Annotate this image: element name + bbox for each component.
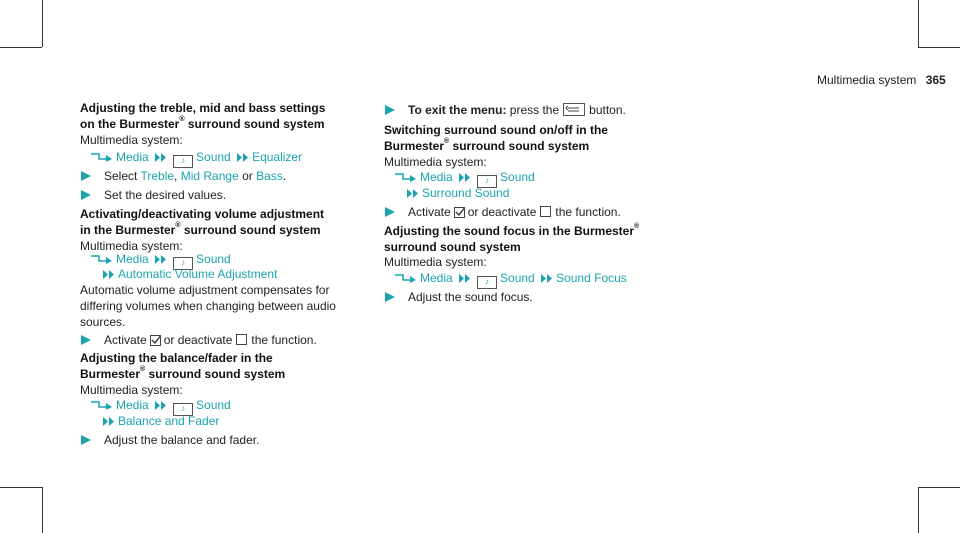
bullet-icon bbox=[384, 204, 398, 220]
double-chevron-icon bbox=[155, 255, 167, 264]
heading: Adjusting the balance/fader in the bbox=[80, 351, 273, 365]
bullet-step: Adjust the sound focus. bbox=[384, 289, 533, 305]
menu-path-cont bbox=[404, 185, 509, 201]
back-button-icon bbox=[563, 103, 585, 116]
menu-link[interactable]: Media bbox=[116, 398, 149, 412]
menu-label: Multimedia system: bbox=[80, 239, 183, 253]
crop-mark bbox=[0, 47, 42, 48]
menu-link[interactable]: Surround Sound bbox=[422, 186, 510, 200]
menu-label: Multimedia system: bbox=[80, 133, 183, 147]
menu-link[interactable]: Balance and Fader bbox=[118, 414, 220, 428]
bullet-step: Adjust the balance and fader. bbox=[80, 432, 259, 448]
body-text: differing volumes when changing between audio bbox=[80, 299, 336, 313]
crop-mark bbox=[918, 487, 960, 488]
menu-link[interactable]: Equalizer bbox=[252, 150, 303, 164]
menu-label: Multimedia system: bbox=[384, 255, 487, 269]
checked-box-icon bbox=[150, 335, 161, 346]
menu-link[interactable]: Sound Focus bbox=[556, 271, 627, 285]
heading: Adjusting the treble, mid and bass settings bbox=[80, 101, 326, 115]
page-header bbox=[817, 72, 946, 88]
bullet-step: To exit the menu: press the button. bbox=[384, 102, 626, 118]
double-chevron-icon bbox=[155, 153, 167, 162]
bullet-icon bbox=[80, 187, 94, 203]
menu-path bbox=[88, 397, 231, 413]
crop-mark bbox=[42, 0, 43, 47]
path-arrow-icon bbox=[395, 273, 417, 283]
heading: on the Burmester® surround sound system bbox=[80, 116, 325, 131]
bullet-icon bbox=[80, 432, 94, 448]
section-title: Multimedia system bbox=[817, 73, 917, 87]
bullet-step: Set the desired values. bbox=[80, 187, 226, 203]
double-chevron-icon bbox=[237, 153, 249, 162]
path-arrow-icon bbox=[395, 172, 417, 182]
bullet-step: Select Treble, Mid Range or Bass. bbox=[80, 168, 286, 184]
menu-label: Multimedia system: bbox=[80, 383, 183, 397]
crop-mark bbox=[918, 47, 960, 48]
path-arrow-icon bbox=[91, 152, 113, 162]
path-arrow-icon bbox=[91, 400, 113, 410]
music-note-icon: ♪ bbox=[173, 403, 193, 416]
double-chevron-icon bbox=[103, 270, 115, 279]
checked-box-icon bbox=[454, 207, 465, 218]
menu-link[interactable]: Sound bbox=[196, 252, 231, 266]
menu-link[interactable]: Sound bbox=[196, 150, 231, 164]
menu-link[interactable]: Media bbox=[116, 150, 149, 164]
bullet-icon bbox=[384, 289, 398, 305]
heading: Switching surround sound on/off in the bbox=[384, 123, 608, 137]
heading: in the Burmester® surround sound system bbox=[80, 222, 321, 237]
right-column bbox=[384, 0, 684, 533]
heading: Adjusting the sound focus in the Burmester® bbox=[384, 223, 640, 238]
menu-link[interactable]: Sound bbox=[196, 398, 231, 412]
menu-link[interactable]: Sound bbox=[500, 170, 535, 184]
menu-path bbox=[88, 149, 302, 165]
menu-path-cont bbox=[100, 413, 219, 429]
bullet-icon bbox=[80, 332, 94, 348]
music-note-icon: ♪ bbox=[477, 175, 497, 188]
path-arrow-icon bbox=[91, 254, 113, 264]
double-chevron-icon bbox=[541, 274, 553, 283]
page-number: 365 bbox=[925, 73, 946, 87]
menu-link[interactable]: Sound bbox=[500, 271, 535, 285]
music-note-icon: ♪ bbox=[173, 155, 193, 168]
bullet-step: Activate or deactivate the function. bbox=[80, 332, 317, 348]
crop-mark bbox=[918, 487, 919, 533]
unchecked-box-icon bbox=[540, 206, 551, 217]
heading: Burmester® surround sound system bbox=[384, 138, 590, 153]
heading: surround sound system bbox=[384, 240, 521, 254]
heading: Activating/deactivating volume adjustment bbox=[80, 207, 325, 221]
body-text: sources. bbox=[80, 315, 126, 329]
double-chevron-icon bbox=[459, 274, 471, 283]
menu-path bbox=[88, 251, 231, 267]
bullet-icon bbox=[80, 168, 94, 184]
music-note-icon: ♪ bbox=[173, 257, 193, 270]
menu-link[interactable]: Media bbox=[420, 170, 453, 184]
menu-link[interactable]: Media bbox=[116, 252, 149, 266]
crop-mark bbox=[918, 0, 919, 47]
double-chevron-icon bbox=[459, 173, 471, 182]
crop-mark bbox=[0, 487, 42, 488]
left-column bbox=[80, 0, 360, 533]
menu-link[interactable]: Media bbox=[420, 271, 453, 285]
music-note-icon: ♪ bbox=[477, 276, 497, 289]
heading: Burmester® surround sound system bbox=[80, 366, 286, 381]
menu-label: Multimedia system: bbox=[384, 155, 487, 169]
unchecked-box-icon bbox=[236, 334, 247, 345]
crop-mark bbox=[42, 487, 43, 533]
menu-path bbox=[392, 169, 535, 185]
menu-path bbox=[392, 270, 627, 286]
menu-path-cont bbox=[100, 266, 277, 282]
double-chevron-icon bbox=[155, 401, 167, 410]
bullet-step: Activate or deactivate the function. bbox=[384, 204, 621, 220]
bullet-icon bbox=[384, 102, 398, 118]
body-text: Automatic volume adjustment compensates for bbox=[80, 283, 330, 297]
double-chevron-icon bbox=[407, 189, 419, 198]
menu-link[interactable]: Automatic Volume Adjustment bbox=[118, 267, 278, 281]
double-chevron-icon bbox=[103, 417, 115, 426]
